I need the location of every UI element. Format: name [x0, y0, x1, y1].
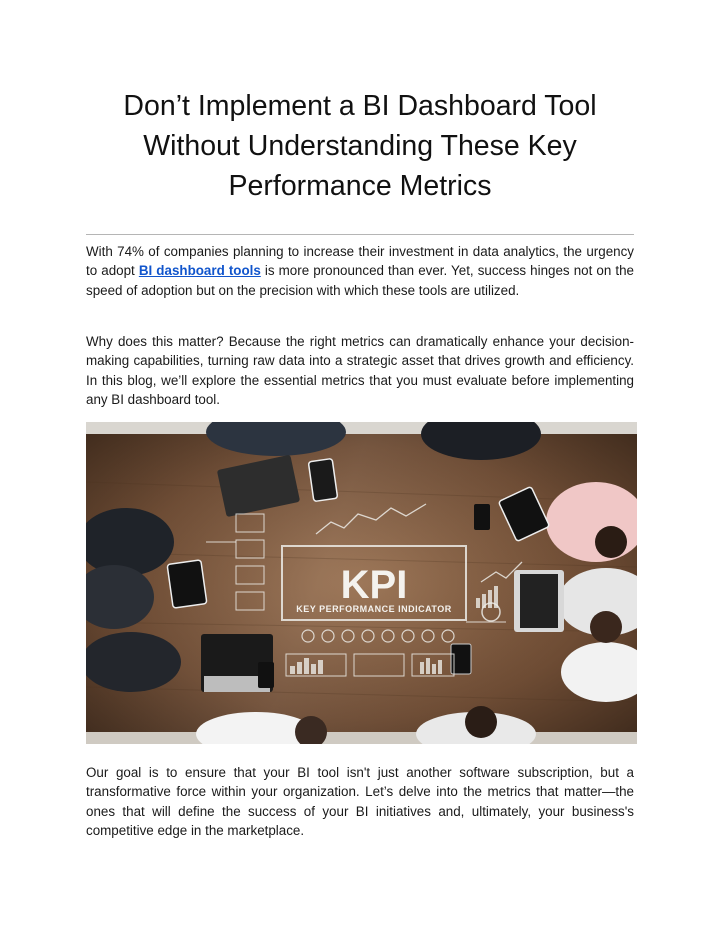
goal-paragraph: Our goal is to ensure that your BI tool isn't just another software subscription, but a transformative force within your organization. Let’s delve into the metrics that matter—the ones that will define the success of your BI initiatives and, ultimately, your business's competitive edge in the marketplace. [86, 765, 634, 838]
intro-text-start: With 74% of companies planning to increase their investment in data analytics, the urgency to adopt [86, 244, 634, 279]
kpi-meeting-photo [86, 422, 637, 744]
intro-text-end: is more pronounced than ever. Yet, success hinges not on the speed of adoption but on the precision with which these tools are utilized. [86, 263, 634, 298]
why-paragraph: Why does this matter? Because the right metrics can dramatically enhance your decision-making capabilities, turning raw data into a strategic asset that drives growth and efficiency. In this blog, we’ll explore the essential metrics that you must evaluate before implementing any BI dashboard tool. [86, 334, 634, 407]
title-line-2: Without Understanding These Key [143, 130, 577, 162]
article-title [86, 86, 634, 206]
intro-paragraph [86, 242, 634, 300]
title-line-1: Don’t Implement a BI Dashboard Tool [123, 90, 597, 122]
title-divider [86, 234, 634, 235]
kpi-subtitle: KEY PERFORMANCE INDICATOR [296, 604, 452, 614]
bi-dashboard-tools-link[interactable]: BI dashboard tools [138, 263, 261, 279]
kpi-text: KPI [340, 563, 408, 607]
title-line-3: Performance Metrics [228, 170, 492, 202]
